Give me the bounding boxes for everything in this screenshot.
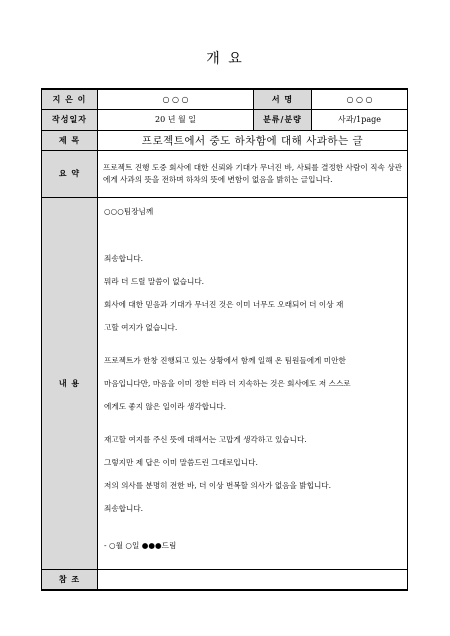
author-value: ○ ○ ○ (98, 89, 254, 109)
summary-label: 요 약 (42, 150, 98, 197)
content-label: 내 용 (42, 197, 98, 569)
content-line: 재고할 여지를 주신 뜻에 대해서는 고맙게 생각하고 있습니다. (104, 434, 307, 444)
closing-line: - ○월 ○일 ●●●드림 (104, 540, 177, 550)
content-line: 죄송합니다. (104, 503, 144, 513)
content-line: 회사에 대한 믿음과 기대가 무너진 것은 이미 너무도 오래되어 더 이상 재 (104, 299, 344, 309)
subject-label: 제 목 (42, 130, 98, 150)
date-label: 작성일자 (42, 109, 98, 130)
signature-value: ○ ○ ○ (312, 89, 408, 109)
signature-label: 서 명 (254, 89, 312, 109)
category-value: 사과/1page (312, 109, 408, 130)
summary-value: 프로젝트 진행 도중 회사에 대한 신뢰와 기대가 무너진 바, 사퇴를 결정한 사람이 직속 상관에게 사과의 뜻을 전하며 하차의 뜻에 변함이 없음을 밝히는 글입니다. (98, 150, 408, 197)
content-line: 뭐라 더 드릴 말씀이 없습니다. (104, 276, 205, 286)
content-line: 고할 여지가 없습니다. (104, 322, 178, 332)
content-line: 그렇지만 제 답은 이미 말씀드린 그대로입니다. (104, 457, 258, 467)
reference-value (98, 569, 408, 590)
content-line: 마음입니다만, 마음을 이미 정한 터라 더 지속하는 것은 회사에도 저 스스로 (104, 378, 351, 388)
category-label: 분류/분량 (254, 109, 312, 130)
reference-label: 참 조 (42, 569, 98, 590)
greeting-line: ○○○팀장님께 (104, 206, 154, 216)
content-body (98, 197, 408, 569)
content-line: 저의 의사를 분명히 전한 바, 더 이상 번복할 의사가 없음을 밝힙니다. (104, 480, 332, 490)
content-line: 프로젝트가 한창 진행되고 있는 상황에서 함께 일해 온 팀원들에게 미안한 (104, 355, 346, 365)
author-label: 지 은 이 (42, 89, 98, 109)
content-line: 죄송합니다. (104, 253, 144, 263)
overview-form (41, 88, 408, 591)
content-line: 에게도 좋지 않은 일이라 생각합니다. (104, 401, 227, 411)
date-value: 20 년 월 일 (98, 109, 254, 130)
subject-value: 프로젝트에서 중도 하차함에 대해 사과하는 글 (98, 130, 408, 150)
document-title: 개 요 (206, 51, 244, 67)
